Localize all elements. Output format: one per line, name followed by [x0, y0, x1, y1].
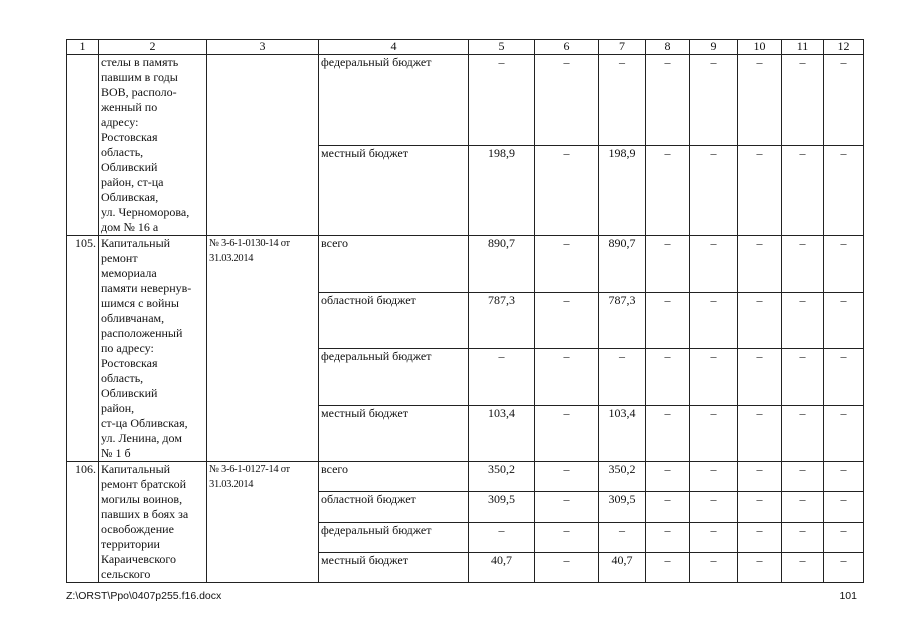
- description-line: расположенный: [101, 326, 183, 340]
- budget-value-cell: –: [782, 405, 824, 462]
- description-line: Ростовская: [101, 130, 158, 144]
- budget-value-cell: –: [646, 492, 690, 522]
- budget-source-label: всего: [319, 462, 469, 492]
- document-reference: № 3-6-1-0127-14 от 31.03.2014: [207, 462, 319, 583]
- description-line: женный по: [101, 100, 158, 114]
- col-header: 11: [782, 40, 824, 55]
- description-line: памяти невернув-: [101, 281, 192, 295]
- budget-value-cell: –: [824, 522, 864, 552]
- description-line: адресу:: [101, 115, 139, 129]
- budget-value-cell: –: [535, 292, 599, 349]
- budget-value-cell: –: [738, 292, 782, 349]
- budget-value-cell: 890,7: [469, 236, 535, 293]
- budget-value-cell: –: [646, 522, 690, 552]
- budget-value-cell: –: [690, 292, 738, 349]
- table-body: [67, 55, 864, 583]
- budget-value-cell: 40,7: [469, 552, 535, 582]
- col-header: 2: [99, 40, 207, 55]
- item-number: 106.: [67, 462, 99, 583]
- description-line: ремонт братской: [101, 477, 187, 491]
- description-line: Обливская,: [101, 190, 159, 204]
- budget-value-cell: –: [824, 55, 864, 146]
- budget-table: [66, 39, 864, 583]
- budget-value-cell: –: [535, 145, 599, 236]
- budget-value-cell: –: [738, 522, 782, 552]
- budget-value-cell: 103,4: [599, 405, 646, 462]
- description-line: территории: [101, 537, 160, 551]
- budget-value-cell: 103,4: [469, 405, 535, 462]
- budget-value-cell: –: [824, 236, 864, 293]
- budget-value-cell: –: [690, 349, 738, 406]
- description-line: мемориала: [101, 266, 157, 280]
- budget-value-cell: –: [535, 522, 599, 552]
- document-reference: [207, 55, 319, 236]
- budget-source-label: федеральный бюджет: [319, 55, 469, 146]
- budget-value-cell: –: [782, 522, 824, 552]
- description-line: павших в боях за: [101, 507, 189, 521]
- description-line: по адресу:: [101, 341, 154, 355]
- budget-value-cell: –: [824, 492, 864, 522]
- budget-value-cell: –: [738, 236, 782, 293]
- description-line: шимся с войны: [101, 296, 179, 310]
- budget-value-cell: –: [824, 292, 864, 349]
- description-line: № 1 б: [101, 446, 131, 460]
- col-header: 7: [599, 40, 646, 55]
- col-header: 1: [67, 40, 99, 55]
- budget-value-cell: –: [535, 236, 599, 293]
- budget-value-cell: 309,5: [599, 492, 646, 522]
- item-number: [67, 55, 99, 236]
- budget-value-cell: –: [690, 462, 738, 492]
- budget-value-cell: –: [738, 552, 782, 582]
- budget-value-cell: –: [782, 349, 824, 406]
- col-header: 3: [207, 40, 319, 55]
- description-line: район,: [101, 401, 135, 415]
- budget-value-cell: –: [599, 55, 646, 146]
- budget-source-label: федеральный бюджет: [319, 522, 469, 552]
- budget-value-cell: 350,2: [599, 462, 646, 492]
- budget-value-cell: –: [738, 145, 782, 236]
- budget-value-cell: –: [535, 405, 599, 462]
- description-line: Обливский: [101, 386, 158, 400]
- budget-value-cell: 890,7: [599, 236, 646, 293]
- object-description: [99, 462, 207, 583]
- table-row: [67, 55, 864, 146]
- budget-value-cell: –: [469, 522, 535, 552]
- budget-value-cell: –: [535, 492, 599, 522]
- budget-value-cell: –: [824, 462, 864, 492]
- col-header: 6: [535, 40, 599, 55]
- budget-source-label: местный бюджет: [319, 145, 469, 236]
- col-header: 10: [738, 40, 782, 55]
- budget-value-cell: –: [782, 292, 824, 349]
- description-line: ВОВ, располо-: [101, 85, 177, 99]
- budget-value-cell: –: [535, 349, 599, 406]
- budget-value-cell: –: [690, 492, 738, 522]
- description-line: Караичевского: [101, 552, 177, 566]
- item-number: 105.: [67, 236, 99, 462]
- budget-value-cell: 40,7: [599, 552, 646, 582]
- description-line: ремонт: [101, 251, 138, 265]
- budget-value-cell: –: [738, 462, 782, 492]
- budget-value-cell: –: [690, 145, 738, 236]
- budget-value-cell: –: [599, 349, 646, 406]
- budget-value-cell: –: [824, 349, 864, 406]
- budget-value-cell: –: [782, 55, 824, 146]
- col-header: 8: [646, 40, 690, 55]
- table-row: [67, 462, 864, 492]
- budget-source-label: местный бюджет: [319, 552, 469, 582]
- budget-value-cell: –: [782, 462, 824, 492]
- budget-value-cell: 309,5: [469, 492, 535, 522]
- budget-value-cell: –: [690, 236, 738, 293]
- page-number: 101: [839, 590, 857, 602]
- col-header: 5: [469, 40, 535, 55]
- budget-value-cell: –: [646, 145, 690, 236]
- budget-value-cell: –: [469, 349, 535, 406]
- budget-value-cell: 787,3: [599, 292, 646, 349]
- header-row: [67, 40, 864, 55]
- budget-value-cell: –: [535, 552, 599, 582]
- budget-value-cell: –: [646, 405, 690, 462]
- description-line: сельского: [101, 567, 151, 581]
- description-line: дом № 16 а: [101, 220, 159, 234]
- description-line: область,: [101, 371, 144, 385]
- budget-value-cell: 198,9: [469, 145, 535, 236]
- description-line: стелы в память: [101, 55, 179, 69]
- budget-value-cell: –: [646, 292, 690, 349]
- description-line: ул. Ленина, дом: [101, 431, 182, 445]
- budget-value-cell: –: [738, 492, 782, 522]
- budget-value-cell: –: [469, 55, 535, 146]
- budget-value-cell: –: [690, 552, 738, 582]
- budget-value-cell: –: [535, 55, 599, 146]
- budget-value-cell: –: [690, 55, 738, 146]
- description-line: Обливский: [101, 160, 158, 174]
- budget-value-cell: –: [824, 145, 864, 236]
- budget-source-label: областной бюджет: [319, 492, 469, 522]
- budget-value-cell: –: [782, 236, 824, 293]
- budget-value-cell: –: [646, 55, 690, 146]
- budget-value-cell: –: [738, 55, 782, 146]
- description-line: освобождение: [101, 522, 174, 536]
- col-header: 9: [690, 40, 738, 55]
- description-line: могилы воинов,: [101, 492, 183, 506]
- budget-value-cell: 198,9: [599, 145, 646, 236]
- description-line: Капитальный: [101, 236, 171, 250]
- document-path: Z:\ORST\Ppo\0407p255.f16.docx: [66, 590, 222, 602]
- col-header: 4: [319, 40, 469, 55]
- budget-value-cell: –: [738, 405, 782, 462]
- budget-value-cell: –: [646, 552, 690, 582]
- description-line: ст-ца Обливская,: [101, 416, 188, 430]
- budget-value-cell: –: [646, 349, 690, 406]
- col-header: 12: [824, 40, 864, 55]
- budget-value-cell: –: [646, 236, 690, 293]
- description-line: Ростовская: [101, 356, 158, 370]
- description-line: область,: [101, 145, 144, 159]
- budget-value-cell: –: [782, 552, 824, 582]
- description-line: Капитальный: [101, 462, 171, 476]
- budget-source-label: федеральный бюджет: [319, 349, 469, 406]
- object-description: [99, 236, 207, 462]
- table-row: [67, 236, 864, 293]
- budget-source-label: местный бюджет: [319, 405, 469, 462]
- budget-value-cell: –: [646, 462, 690, 492]
- budget-value-cell: 787,3: [469, 292, 535, 349]
- budget-value-cell: –: [782, 492, 824, 522]
- budget-value-cell: –: [690, 405, 738, 462]
- description-line: обливчанам,: [101, 311, 165, 325]
- budget-value-cell: –: [738, 349, 782, 406]
- description-line: район, ст-ца: [101, 175, 164, 189]
- description-line: павшим в годы: [101, 70, 178, 84]
- budget-value-cell: –: [599, 522, 646, 552]
- budget-value-cell: 350,2: [469, 462, 535, 492]
- budget-value-cell: –: [782, 145, 824, 236]
- budget-source-label: областной бюджет: [319, 292, 469, 349]
- budget-value-cell: –: [824, 552, 864, 582]
- object-description: [99, 55, 207, 236]
- budget-value-cell: –: [690, 522, 738, 552]
- budget-source-label: всего: [319, 236, 469, 293]
- budget-value-cell: –: [535, 462, 599, 492]
- description-line: ул. Черноморова,: [101, 205, 190, 219]
- document-reference: № 3-6-1-0130-14 от 31.03.2014: [207, 236, 319, 462]
- budget-value-cell: –: [824, 405, 864, 462]
